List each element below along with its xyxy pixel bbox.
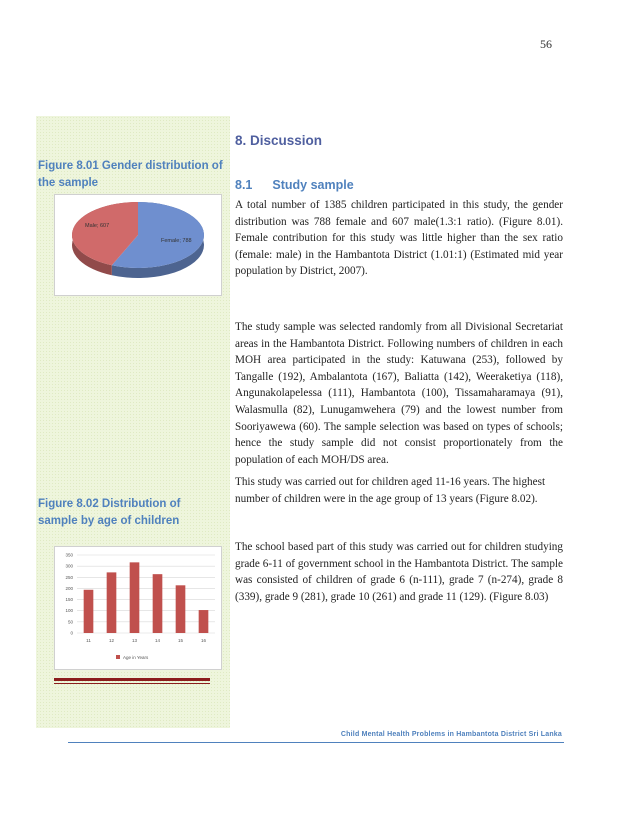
sidebar-divider-thin: [54, 683, 210, 684]
pie-label-male: Male; 607: [85, 223, 110, 229]
x-tick-label: 11: [86, 638, 91, 643]
gender-pie-chart: [54, 194, 222, 296]
subsection-heading: [235, 178, 354, 192]
bar-age-14: [153, 574, 163, 633]
section-title: 8. Discussion: [235, 133, 323, 148]
y-tick-label: 250: [65, 574, 73, 580]
paragraph-moh-areas: The study sample was selected randomly from all Divisional Secretariat areas in the Hambantota District. Following numbers of children in each MOH area participated in the study: Katuwana (253), followed by Tangalle (192), Ambalantota (167), Baliatta (142), Weeraketiya (118), Angunakolapelessa (111), Hambantota (100), Tissamaharamaya (91), Walasmulla (82), Lunugamwehera (79) and the lowest number from Sooriyawewa (60). The sample selection was based on types of schools; hence the study sample did not consist proportionately from the population of each MOH/DS area.: [235, 321, 563, 466]
figure-8-02-caption: Figure 8.02 Distribution of sample by age of children: [38, 498, 181, 527]
x-tick-label: 16: [200, 638, 207, 643]
y-tick-label: 100: [65, 608, 73, 614]
age-bar-chart: [54, 546, 222, 670]
x-tick-label: 13: [131, 638, 138, 643]
bar-age-11: [84, 590, 94, 633]
x-tick-label: 15: [177, 638, 184, 643]
paragraph-grades: The school based part of this study was carried out for children studying grade 6-11 of government school in the Hambantota District. The sample was consisted of children of grade 6 (n-111), grade 7 (n-274), grade 8 (339), grade 9 (281), grade 10 (261) and grade 11 (129). (Figure 8.03): [235, 541, 563, 603]
pie-label-female: Female; 788: [161, 238, 192, 244]
subsection-title: Study sample: [272, 178, 354, 192]
y-tick-label: 50: [67, 619, 73, 625]
page-number: 56: [540, 37, 552, 51]
y-tick-label: 0: [70, 630, 73, 636]
y-tick-label: 150: [65, 597, 73, 603]
y-tick-label: 300: [65, 563, 73, 569]
y-tick-label: 200: [65, 585, 73, 591]
figure-8-01-caption: Figure 8.01 Gender distribution of the sample: [38, 160, 223, 189]
bar-age-15: [176, 585, 186, 633]
subsection-number: 8.1: [235, 178, 253, 192]
legend-label: Age in Years: [123, 655, 149, 660]
paragraph-age-range: This study was carried out for children aged 11-16 years. The highest number of children were in the age group of 13 years (Figure 8.02).: [235, 476, 546, 505]
footer-rule: [68, 742, 564, 743]
paragraph-sample-size: A total number of 1385 children participated in this study, the gender distribution was 788 female and 607 male(1.3:1 ratio). (Figure 8.01). Female contribution for this study was little higher than the sex ratio (female: male) in the Hambantota District (1.01:1) (Estimated mid year population by District, 2007).: [235, 199, 563, 278]
bar-age-13: [130, 562, 140, 633]
bar-age-16: [199, 610, 209, 633]
legend-swatch: [116, 655, 120, 659]
x-tick-label: 14: [154, 638, 161, 643]
bar-age-12: [107, 572, 117, 633]
y-tick-label: 350: [65, 552, 73, 558]
pie-chart-svg: [55, 195, 221, 295]
x-tick-label: 12: [108, 638, 115, 643]
sidebar-divider: [54, 678, 210, 681]
bar-chart-svg: [55, 547, 221, 669]
footer-title: Child Mental Health Problems in Hambantota District Sri Lanka: [340, 731, 562, 738]
